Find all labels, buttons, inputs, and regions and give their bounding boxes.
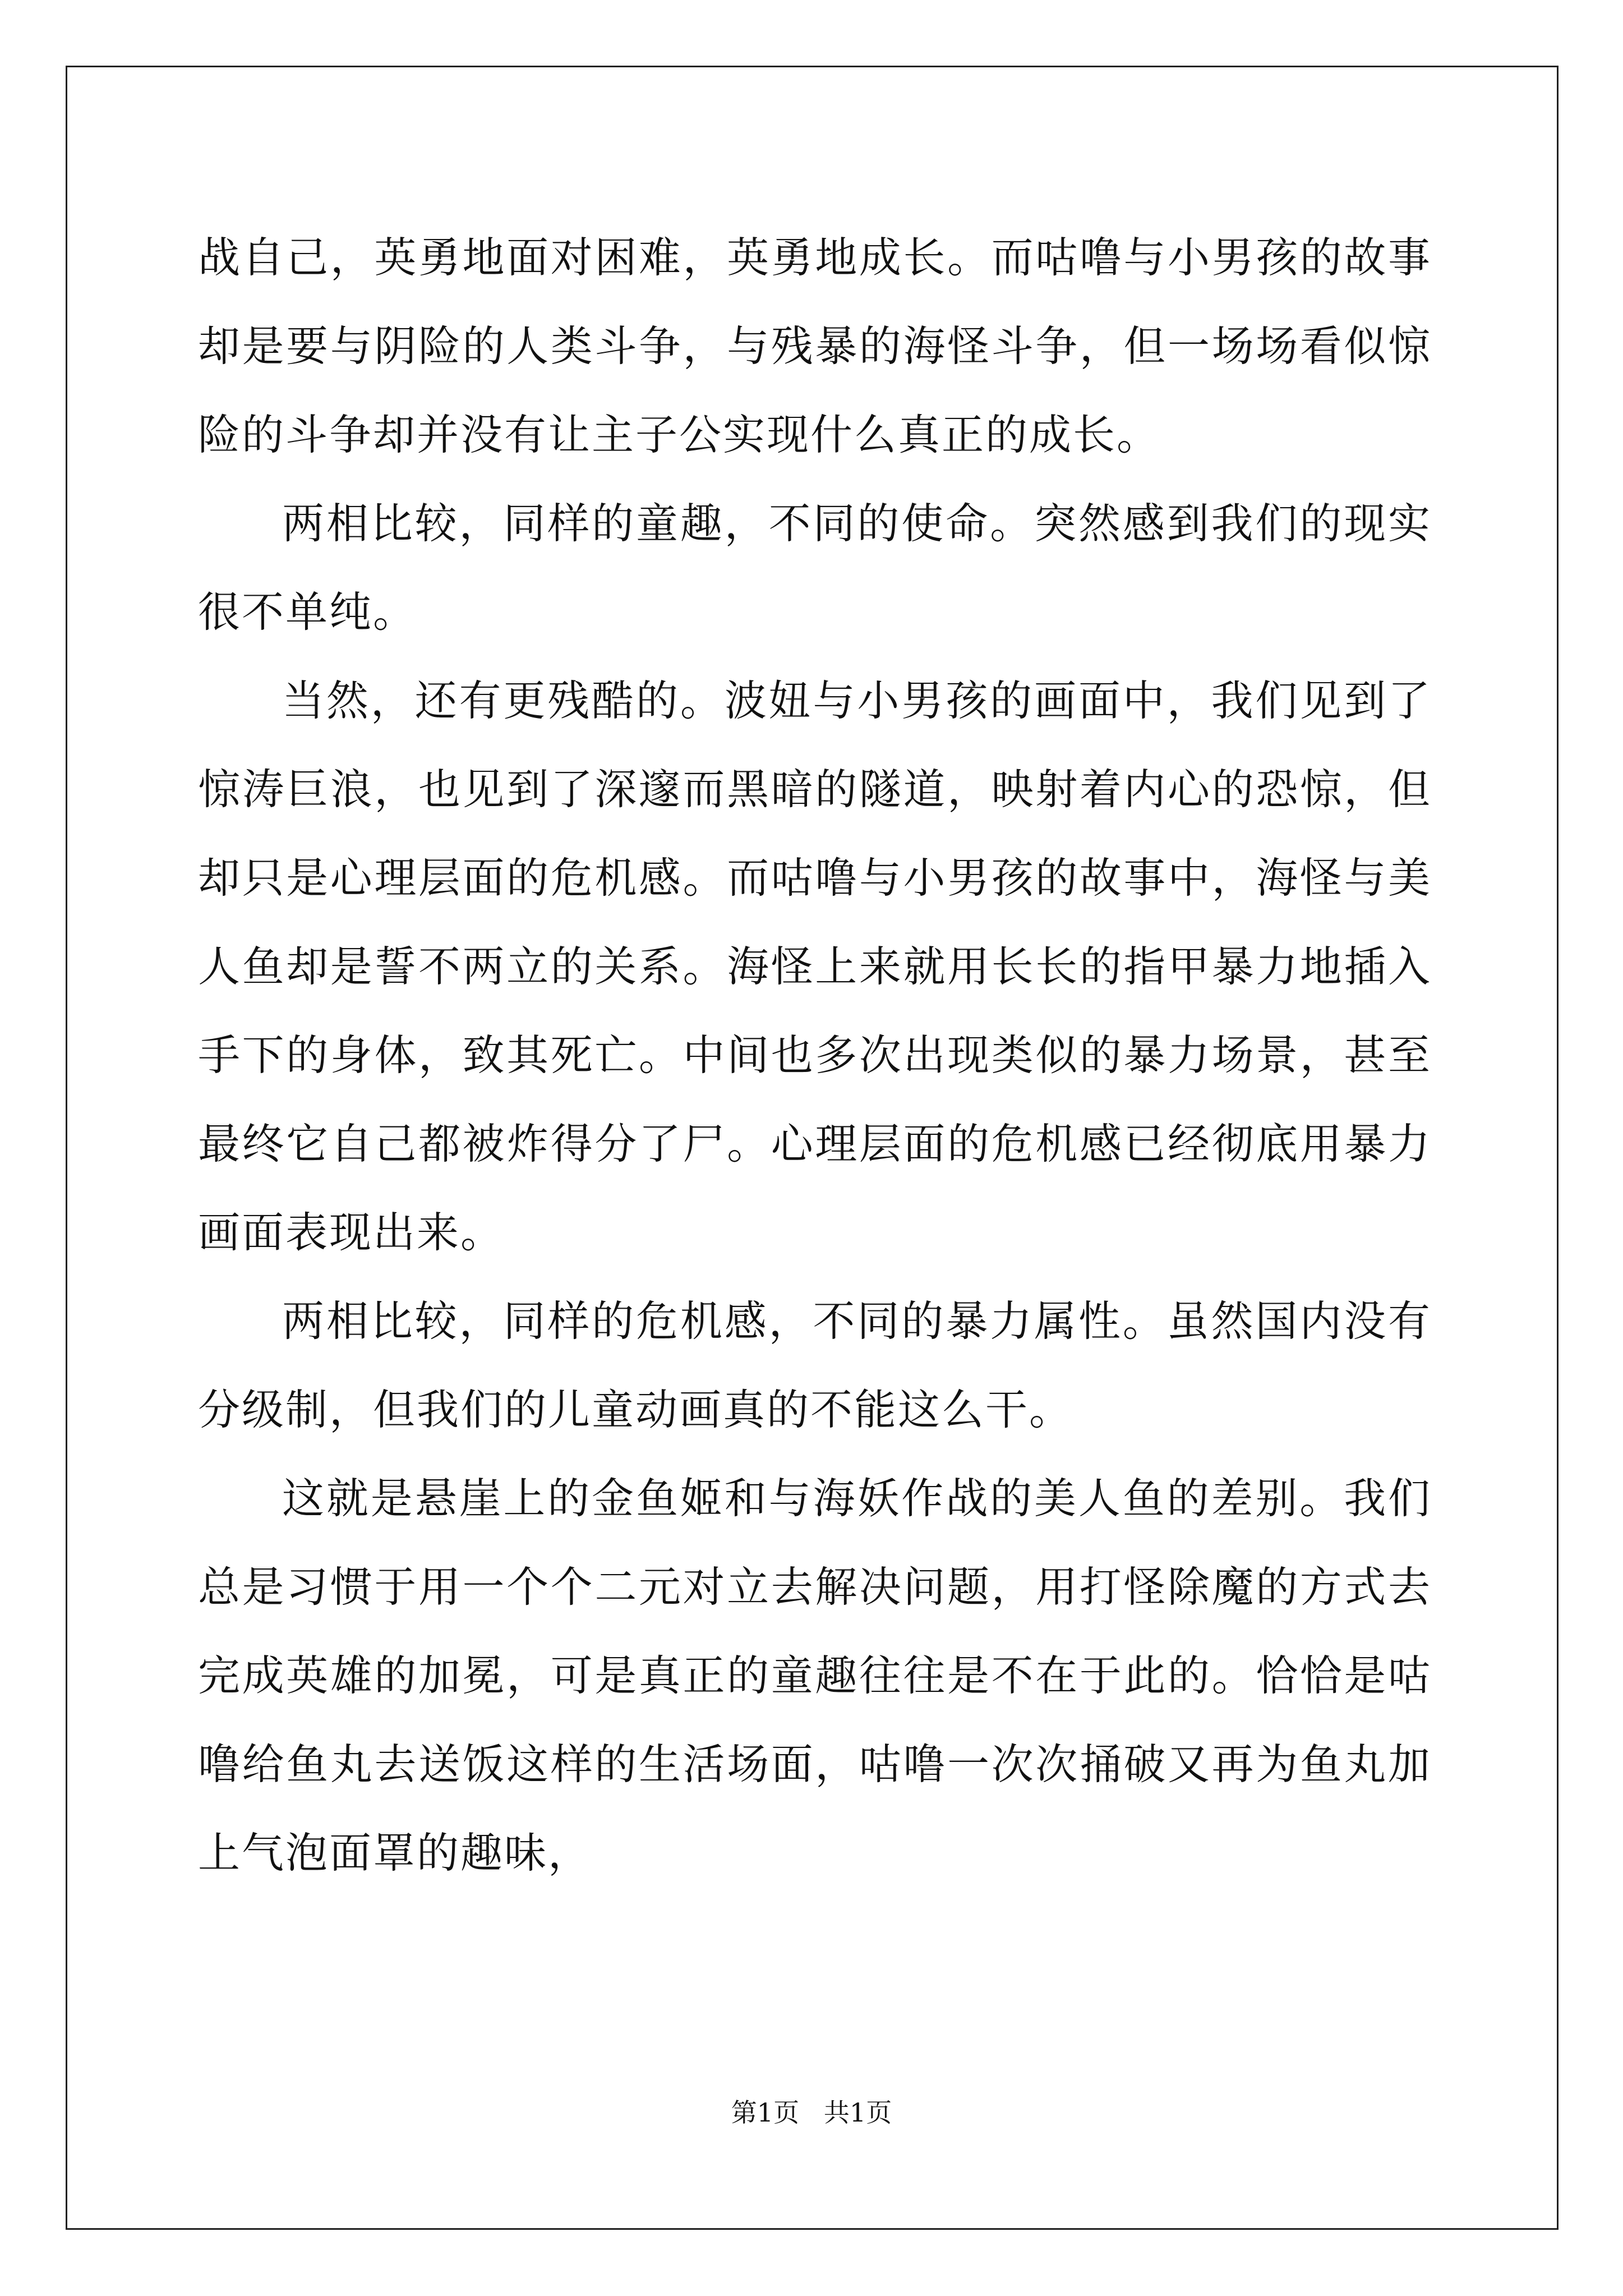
document-body	[198, 213, 1432, 1897]
page-number-footer: 第1页 共1页	[731, 2097, 892, 2128]
paragraph-3: 当然，还有更残酷的。波妞与小男孩的画面中，我们见到了惊涛巨浪，也见到了深邃而黑暗的隧道，映射着内心的恐惊，但却只是心理层面的危机感。而咕噜与小男孩的故事中，海怪与美人鱼却是誓不两立的关系。海怪上来就用长长的指甲暴力地插入手下的身体，致其死亡。中间也多次出现类似的暴力场景，甚至最终它自己都被炸得分了尸。心理层面的危机感已经彻底用暴力画面表现出来。	[198, 676, 1432, 1257]
paragraph-1: 战自己，英勇地面对困难，英勇地成长。而咕噜与小男孩的故事却是要与阴险的人类斗争，与残暴的海怪斗争，但一场场看似惊险的斗争却并没有让主子公实现什么真正的成长。	[198, 233, 1432, 459]
paragraph-5: 这就是悬崖上的金鱼姬和与海妖作战的美人鱼的差别。我们总是习惯于用一个个二元对立去解决问题，用打怪除魔的方式去完成英雄的加冕，可是真正的童趣往往是不在于此的。恰恰是咕噜给鱼丸去送饭这样的生活场面，咕噜一次次捅破又再为鱼丸加上气泡面罩的趣味，	[198, 1474, 1432, 1878]
paragraph-2: 两相比较，同样的童趣，不同的使命。突然感到我们的现实很不单纯。	[198, 499, 1432, 637]
paragraph-4: 两相比较，同样的危机感，不同的暴力属性。虽然国内没有分级制，但我们的儿童动画真的不能这么干。	[198, 1296, 1432, 1434]
